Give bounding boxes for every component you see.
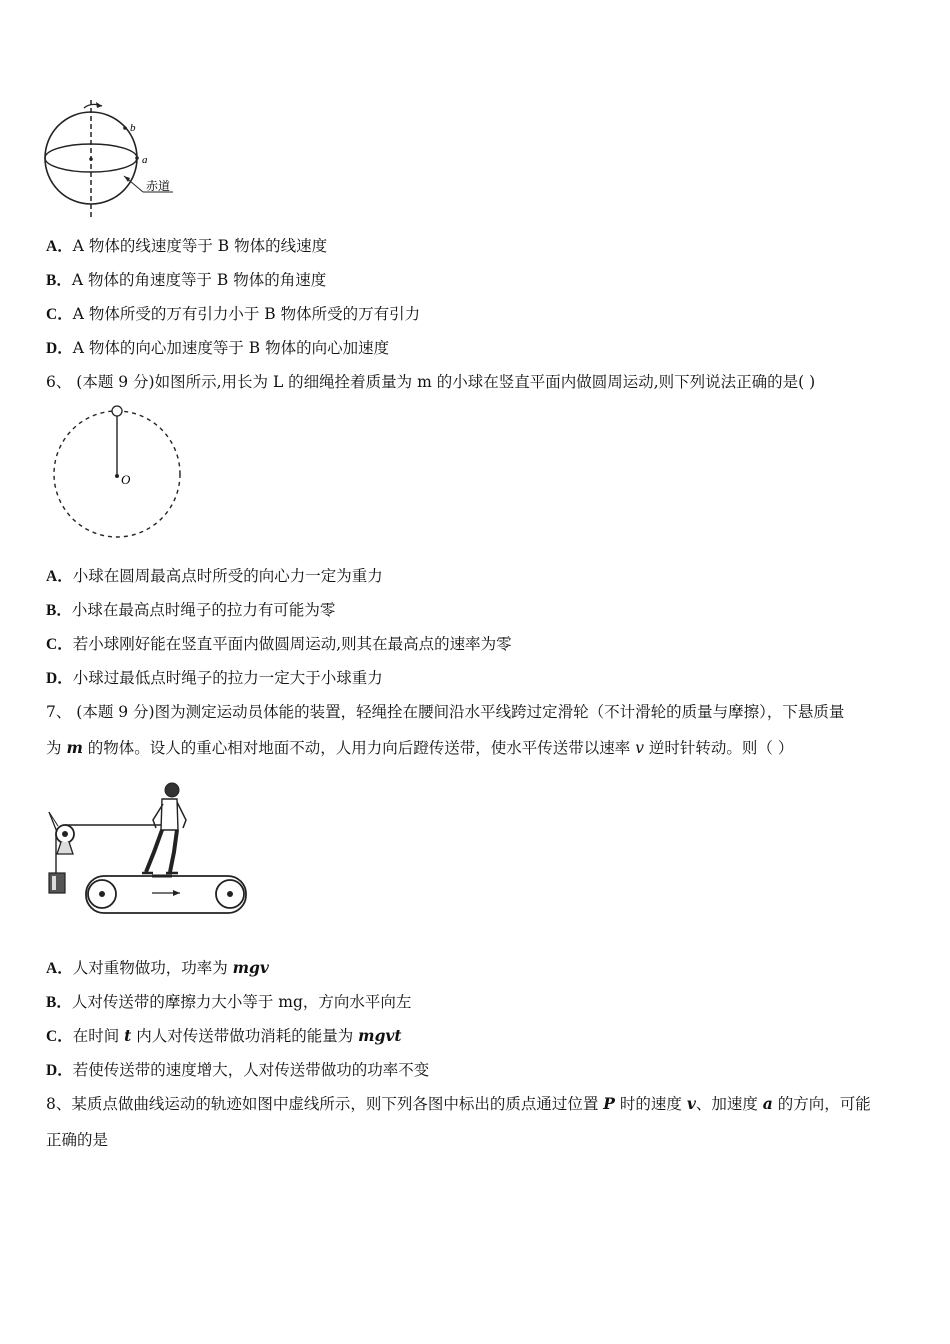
text-run: 为 — [46, 739, 67, 757]
text-run: 的方向，可能 — [772, 1095, 871, 1113]
text-run: 8、某质点做曲线运动的轨迹如图中虚线所示，则下列各图中标出的质点通过位置 — [46, 1095, 604, 1113]
option-letter: D． — [46, 340, 73, 357]
q5-option-d[interactable] — [46, 338, 389, 359]
option-letter: D． — [46, 1062, 73, 1079]
var-a: a — [762, 1094, 773, 1113]
q7-stem-line2 — [46, 738, 793, 758]
q7-option-d[interactable] — [46, 1060, 429, 1081]
formula: mgvt — [358, 1026, 402, 1045]
option-text: 小球过最低点时绳子的拉力一定大于小球重力 — [72, 669, 383, 687]
text-run: 时的速度 — [614, 1095, 687, 1113]
option-letter: A． — [46, 238, 73, 255]
q8-stem-line1 — [46, 1094, 871, 1114]
earth-rotation-figure — [40, 96, 185, 224]
q8-stem-line2: 正确的是 — [46, 1131, 109, 1149]
q5-option-b[interactable] — [46, 270, 326, 291]
var-v: v — [635, 739, 644, 757]
label-b: b — [130, 122, 136, 134]
option-letter: C． — [46, 306, 73, 323]
option-letter: D． — [46, 670, 73, 687]
option-text: A 物体的向心加速度等于 B 物体的向心加速度 — [72, 339, 390, 357]
option-letter: A． — [46, 960, 73, 977]
var-t: t — [124, 1026, 132, 1045]
option-text: A 物体所受的万有引力小于 B 物体所受的万有引力 — [72, 305, 421, 323]
label-equator: 赤道 — [146, 179, 171, 193]
q5-option-c[interactable] — [46, 304, 420, 325]
option-text: 小球在圆周最高点时所受的向心力一定为重力 — [72, 567, 383, 585]
option-letter: A． — [46, 568, 73, 585]
q7-option-c[interactable] — [46, 1026, 402, 1047]
option-letter: B． — [46, 272, 72, 289]
var-v: v — [686, 1094, 696, 1113]
q7-stem-line1: 7、 (本题 9 分)图为测定运动员体能的装置，轻绳拴在腰间沿水平线跨过定滑轮（不计滑轮的质量与摩擦），下悬质量 — [46, 703, 845, 721]
var-m: m — [66, 738, 83, 757]
option-text: A 物体的线速度等于 B 物体的线速度 — [72, 237, 328, 255]
treadmill-figure — [44, 772, 254, 920]
q6-option-a[interactable] — [46, 566, 383, 587]
q7-option-b[interactable] — [46, 992, 411, 1013]
label-o: O — [121, 472, 131, 487]
formula: mgv — [232, 958, 269, 977]
option-text: 在时间 — [72, 1027, 125, 1045]
vertical-circle-figure — [46, 402, 186, 542]
option-letter: C． — [46, 636, 73, 653]
option-letter: C． — [46, 1028, 73, 1045]
q6-option-d[interactable] — [46, 668, 383, 689]
text-run: 逆时针转动。则（ ） — [643, 739, 794, 757]
text-run: 的物体。设人的重心相对地面不动，人用力向后蹬传送带，使水平传送带以速率 — [82, 739, 636, 757]
option-letter: B． — [46, 994, 72, 1011]
q5-option-a[interactable] — [46, 236, 327, 257]
text-run: 、加速度 — [695, 1095, 763, 1113]
q6-option-c[interactable] — [46, 634, 512, 655]
option-text: 内人对传送带做功消耗的能量为 — [131, 1027, 359, 1045]
label-a: a — [142, 154, 148, 166]
option-text: 若小球刚好能在竖直平面内做圆周运动,则其在最高点的速率为零 — [72, 635, 512, 653]
option-text: 小球在最高点时绳子的拉力有可能为零 — [71, 601, 336, 619]
q6-stem: 6、 (本题 9 分)如图所示,用长为 L 的细绳拴着质量为 m 的小球在竖直平面内做圆周运动,则下列说法正确的是( ) — [46, 373, 816, 391]
q7-option-a[interactable] — [46, 958, 269, 979]
option-text: A 物体的角速度等于 B 物体的角速度 — [71, 271, 327, 289]
option-text: 若使传送带的速度增大，人对传送带做功的功率不变 — [72, 1061, 430, 1079]
var-p: P — [603, 1094, 615, 1113]
q6-option-b[interactable] — [46, 600, 335, 621]
option-text: 人对传送带的摩擦力大小等于 mg，方向水平向左 — [71, 993, 412, 1011]
option-letter: B． — [46, 602, 72, 619]
option-text: 人对重物做功，功率为 — [72, 959, 233, 977]
